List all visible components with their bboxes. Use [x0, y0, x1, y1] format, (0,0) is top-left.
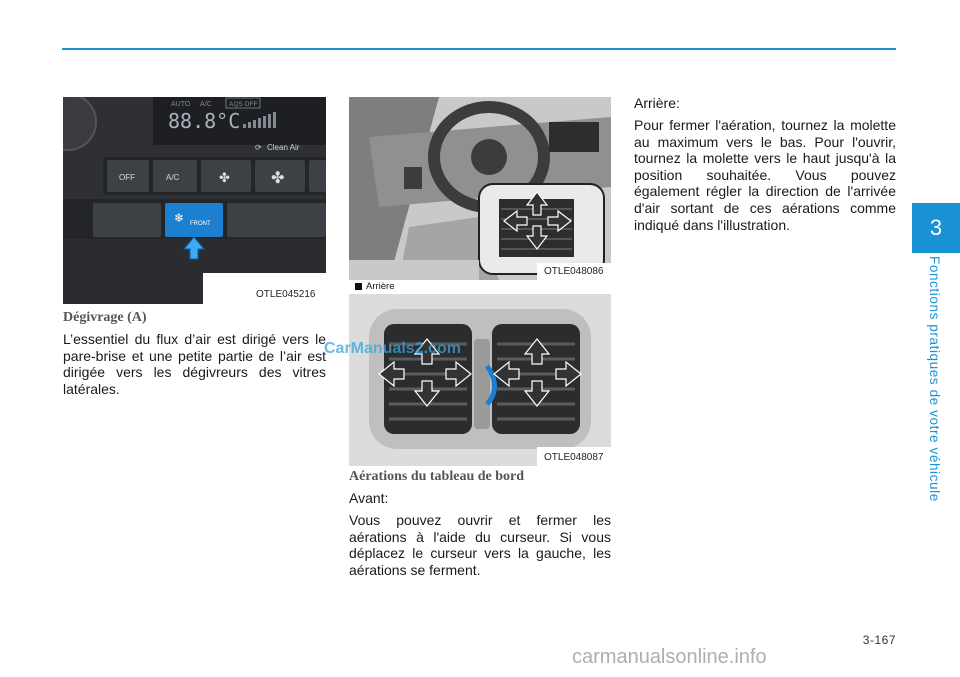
- front-label: FRONT: [190, 221, 211, 227]
- rear-vent-image: [349, 294, 611, 466]
- display-temperature: 88.8°C: [168, 109, 241, 133]
- ac-button-label: A/C: [166, 173, 180, 182]
- clean-air-label: Clean Air: [267, 143, 300, 152]
- watermark-carmanualsonline: carmanualsonline.info: [572, 646, 767, 668]
- climate-panel-drawing: [63, 97, 326, 304]
- climate-panel-image: [63, 97, 326, 304]
- off-button-label: OFF: [119, 173, 135, 182]
- image-code-front: OTLE048086: [544, 266, 604, 277]
- image-code-rear: OTLE048087: [544, 452, 604, 463]
- subheading-rear: Arrière:: [634, 95, 680, 111]
- defrost-icon: ❄: [174, 211, 185, 225]
- section-title-vertical: [922, 256, 946, 506]
- paragraph-rear-vents: Pour fermer l'aération, tournez la molette au maximum vers le bas. Pour l'ouvrir, tournez la molette vers le haut jusqu'à la position souhaitée. Vous pouvez également régler la direction de l'arrivée d'air sortant de ces aérations comme indiqué dans l'illustration.: [634, 117, 896, 233]
- page-number: 3-167: [862, 633, 896, 647]
- subheading-front: Avant:: [349, 490, 389, 506]
- fan-high-icon: ✤: [271, 168, 285, 187]
- heading-defrost: Dégivrage (A): [63, 310, 147, 325]
- tag-rear-label: Arrière: [366, 281, 395, 292]
- front-vent-drawing: [349, 97, 611, 280]
- display-label-aqs: AQS OFF: [229, 101, 258, 108]
- display-label-auto: AUTO: [171, 101, 191, 108]
- section-title: Fonctions pratiques de votre véhicule: [927, 256, 942, 502]
- watermark-carmanuals2: CarManuals2.com: [324, 340, 461, 357]
- image-code-left: OTLE045216: [256, 289, 316, 300]
- section-number: 3: [929, 215, 943, 240]
- rear-vent-drawing: [349, 294, 611, 466]
- header-rule: [62, 48, 896, 50]
- section-tab[interactable]: [912, 203, 960, 253]
- heading-vents: Aérations du tableau de bord: [349, 469, 525, 484]
- fan-low-icon: ✤: [219, 171, 230, 186]
- display-label-ac: A/C: [200, 101, 212, 108]
- tag-rear: [355, 281, 395, 292]
- paragraph-defrost: L’essentiel du flux d’air est dirigé vers le pare-brise et une petite partie de l’air est dirigée vers les dégivreurs des vitres latérales.: [63, 331, 326, 397]
- front-vent-image: [349, 97, 611, 280]
- clean-air-icon: ⟳: [255, 143, 262, 152]
- paragraph-front-vents: Vous pouvez ouvrir et fermer les aérations à l'aide du curseur. Si vous déplacez le curseur vers la gauche, les aérations se ferment.: [349, 512, 611, 578]
